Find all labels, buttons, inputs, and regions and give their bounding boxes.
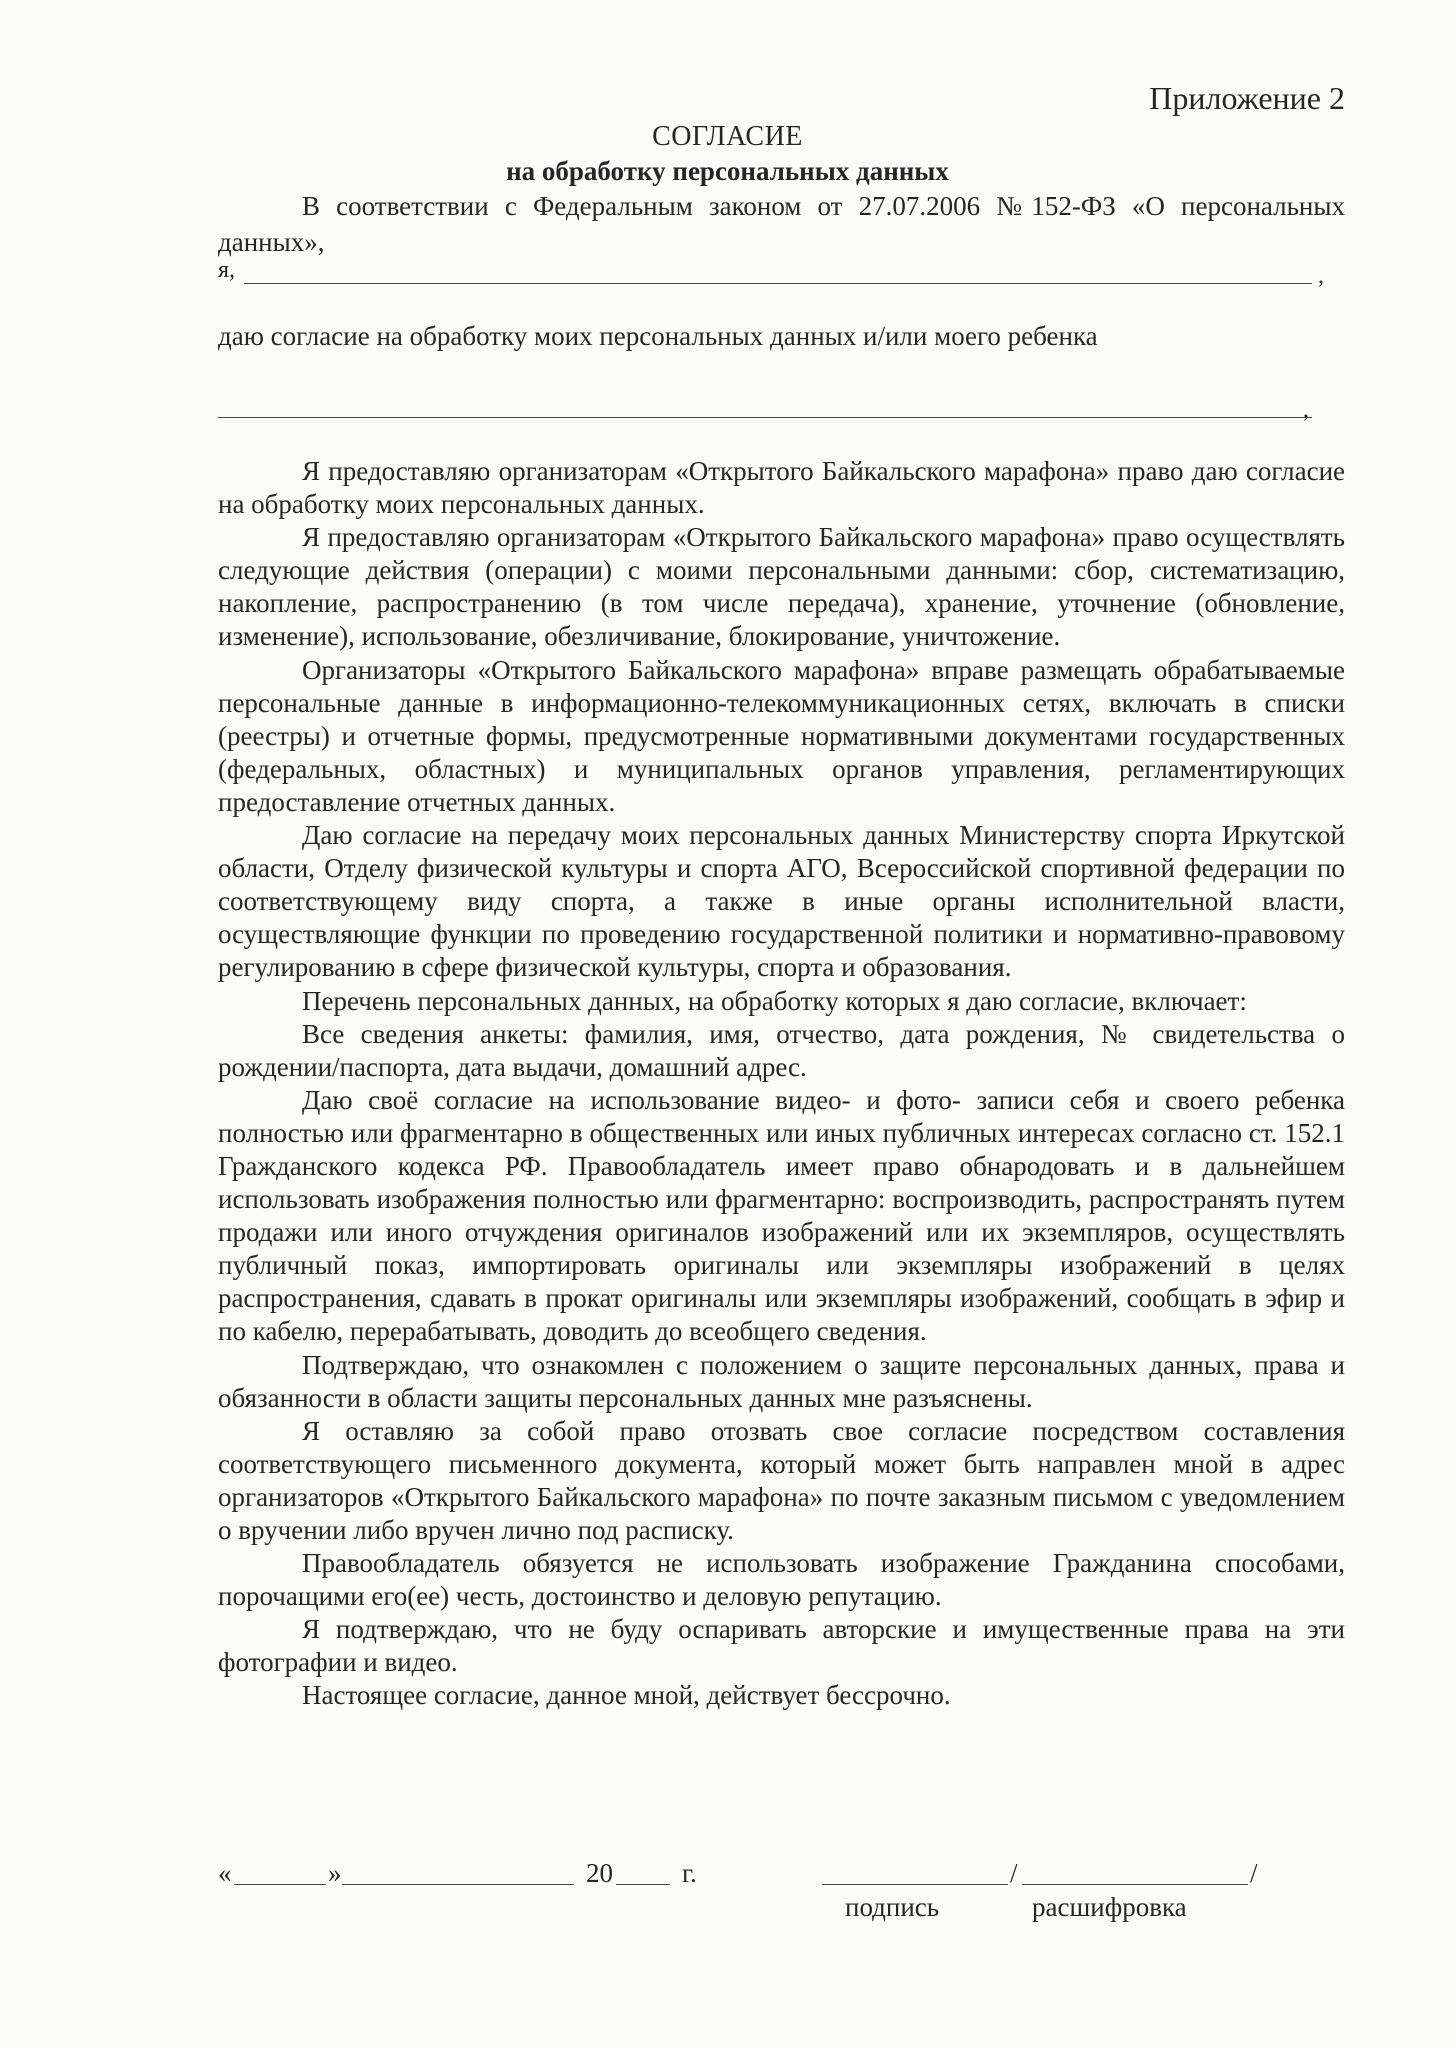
paragraph-7: Даю своё согласие на использование видео- и фото- записи себя и своего ребенка полностью или фрагментарно в общественных или иных публичных интересах согласно ст. 152.1 Гражданского кодекса РФ. Правообладатель имеет право обнародовать и в дальнейшем использовать изображения полностью или фрагментарно: воспроизводить, распространять путем продажи или иного отчуждения оригиналов изображений или их экземпляров, осуществлять публичный показ, импортировать оригиналы или экземпляры изображений в целях распространения, сдавать в прокат оригиналы или экземпляры изображений, сообщать в эфир и по кабелю, перерабатывать, доводить до всеобщего сведения. — [218, 1084, 1345, 1347]
decoding-caption: расшифровка — [1032, 1892, 1187, 1922]
decoding-fill-line — [1022, 1884, 1248, 1885]
child-line-comma: , — [1303, 397, 1309, 423]
paragraph-6: Все сведения анкеты: фамилия, имя, отчество, дата рождения, № свидетельства о рождении/паспорта, дата выдачи, домашний адрес. — [218, 1018, 1345, 1082]
date-close-quote: » — [328, 1858, 342, 1888]
document-title: СОГЛАСИЕ — [652, 121, 803, 152]
paragraph-3: Организаторы «Открытого Байкальского марафона» вправе размещать обрабатываемые персональные данные в информационно-телекоммуникационных сетях, включать в списки (реестры) и отчетные формы, предусмотренные нормативными документами государственных (федеральных, областных) и муниципальных органов управления, регламентирующих предоставление отчетных данных. — [218, 654, 1345, 817]
name-line-comma: , — [1318, 263, 1324, 289]
name-fill-line — [244, 283, 1312, 284]
appendix-label: Приложение 2 — [1149, 80, 1345, 116]
paragraph-8: Подтверждаю, что ознакомлен с положением о защите персональных данных, права и обязанности в области защиты персональных данных мне разъяснены. — [218, 1349, 1345, 1413]
law-reference: В соответствии с Федеральным законом от 27.07.2006 №152-ФЗ «О персональных данных», — [218, 191, 1345, 257]
year-suffix: г. — [682, 1858, 697, 1888]
paragraph-1: Я предоставляю организаторам «Открытого Байкальского марафона» право даю согласие на обработку моих персональных данных. — [218, 456, 1345, 520]
paragraph-4: Даю согласие на передачу моих персональных данных Министерству спорта Иркутской области, Отделу физической культуры и спорта АГО, Всероссийской спортивной федерации по соответствующему виду спорта, а также в иные органы исполнительной власти, осуществляющие функции по проведению государственной политики и нормативно-правовому регулированию в сфере физической культуры, спорта и образования. — [218, 820, 1345, 983]
signature-caption: подпись — [845, 1892, 940, 1922]
signature-slash-1: / — [1010, 1858, 1018, 1888]
paragraph-2: Я предоставляю организаторам «Открытого Байкальского марафона» право осуществлять следующие действия (операции) с моими персональными данными: сбор, систематизацию, накопление, распространению (в том числе передача), хранение, уточнение (обновление, изменение), использование, обезличивание, блокирование, уничтожение. — [218, 522, 1345, 652]
month-fill-line — [342, 1884, 574, 1885]
paragraph-11: Я подтверждаю, что не буду оспаривать авторские и имущественные права на эти фотографии и видео. — [218, 1614, 1345, 1678]
paragraph-12: Настоящее согласие, данное мной, действует бессрочно. — [302, 1680, 951, 1711]
consent-body — [218, 455, 1345, 1713]
consent-statement: даю согласие на обработку моих персональных данных и/или моего ребенка — [218, 321, 1098, 351]
document-subtitle: на обработку персональных данных — [506, 156, 949, 186]
signature-slash-2: / — [1250, 1858, 1258, 1888]
date-open-quote: « — [218, 1858, 232, 1888]
signature-fill-line — [822, 1884, 1008, 1885]
i-label: я, — [218, 257, 236, 283]
year-prefix: 20 — [586, 1858, 613, 1888]
paragraph-10: Правообладатель обязуется не использовать изображение Гражданина способами, порочащими его(ее) честь, достоинство и деловую репутацию. — [218, 1548, 1345, 1612]
paragraph-9: Я оставляю за собой право отозвать свое согласие посредством составления соответствующего письменного документа, который может быть направлен мной в адрес организаторов «Открытого Байкальского марафона» по почте заказным письмом с уведомлением о вручении либо вручен лично под расписку. — [218, 1415, 1345, 1545]
paragraph-5: Перечень персональных данных, на обработку которых я даю согласие, включает: — [302, 985, 1247, 1016]
year-fill-line — [616, 1884, 670, 1885]
day-fill-line — [234, 1884, 326, 1885]
child-fill-line — [218, 417, 1312, 418]
